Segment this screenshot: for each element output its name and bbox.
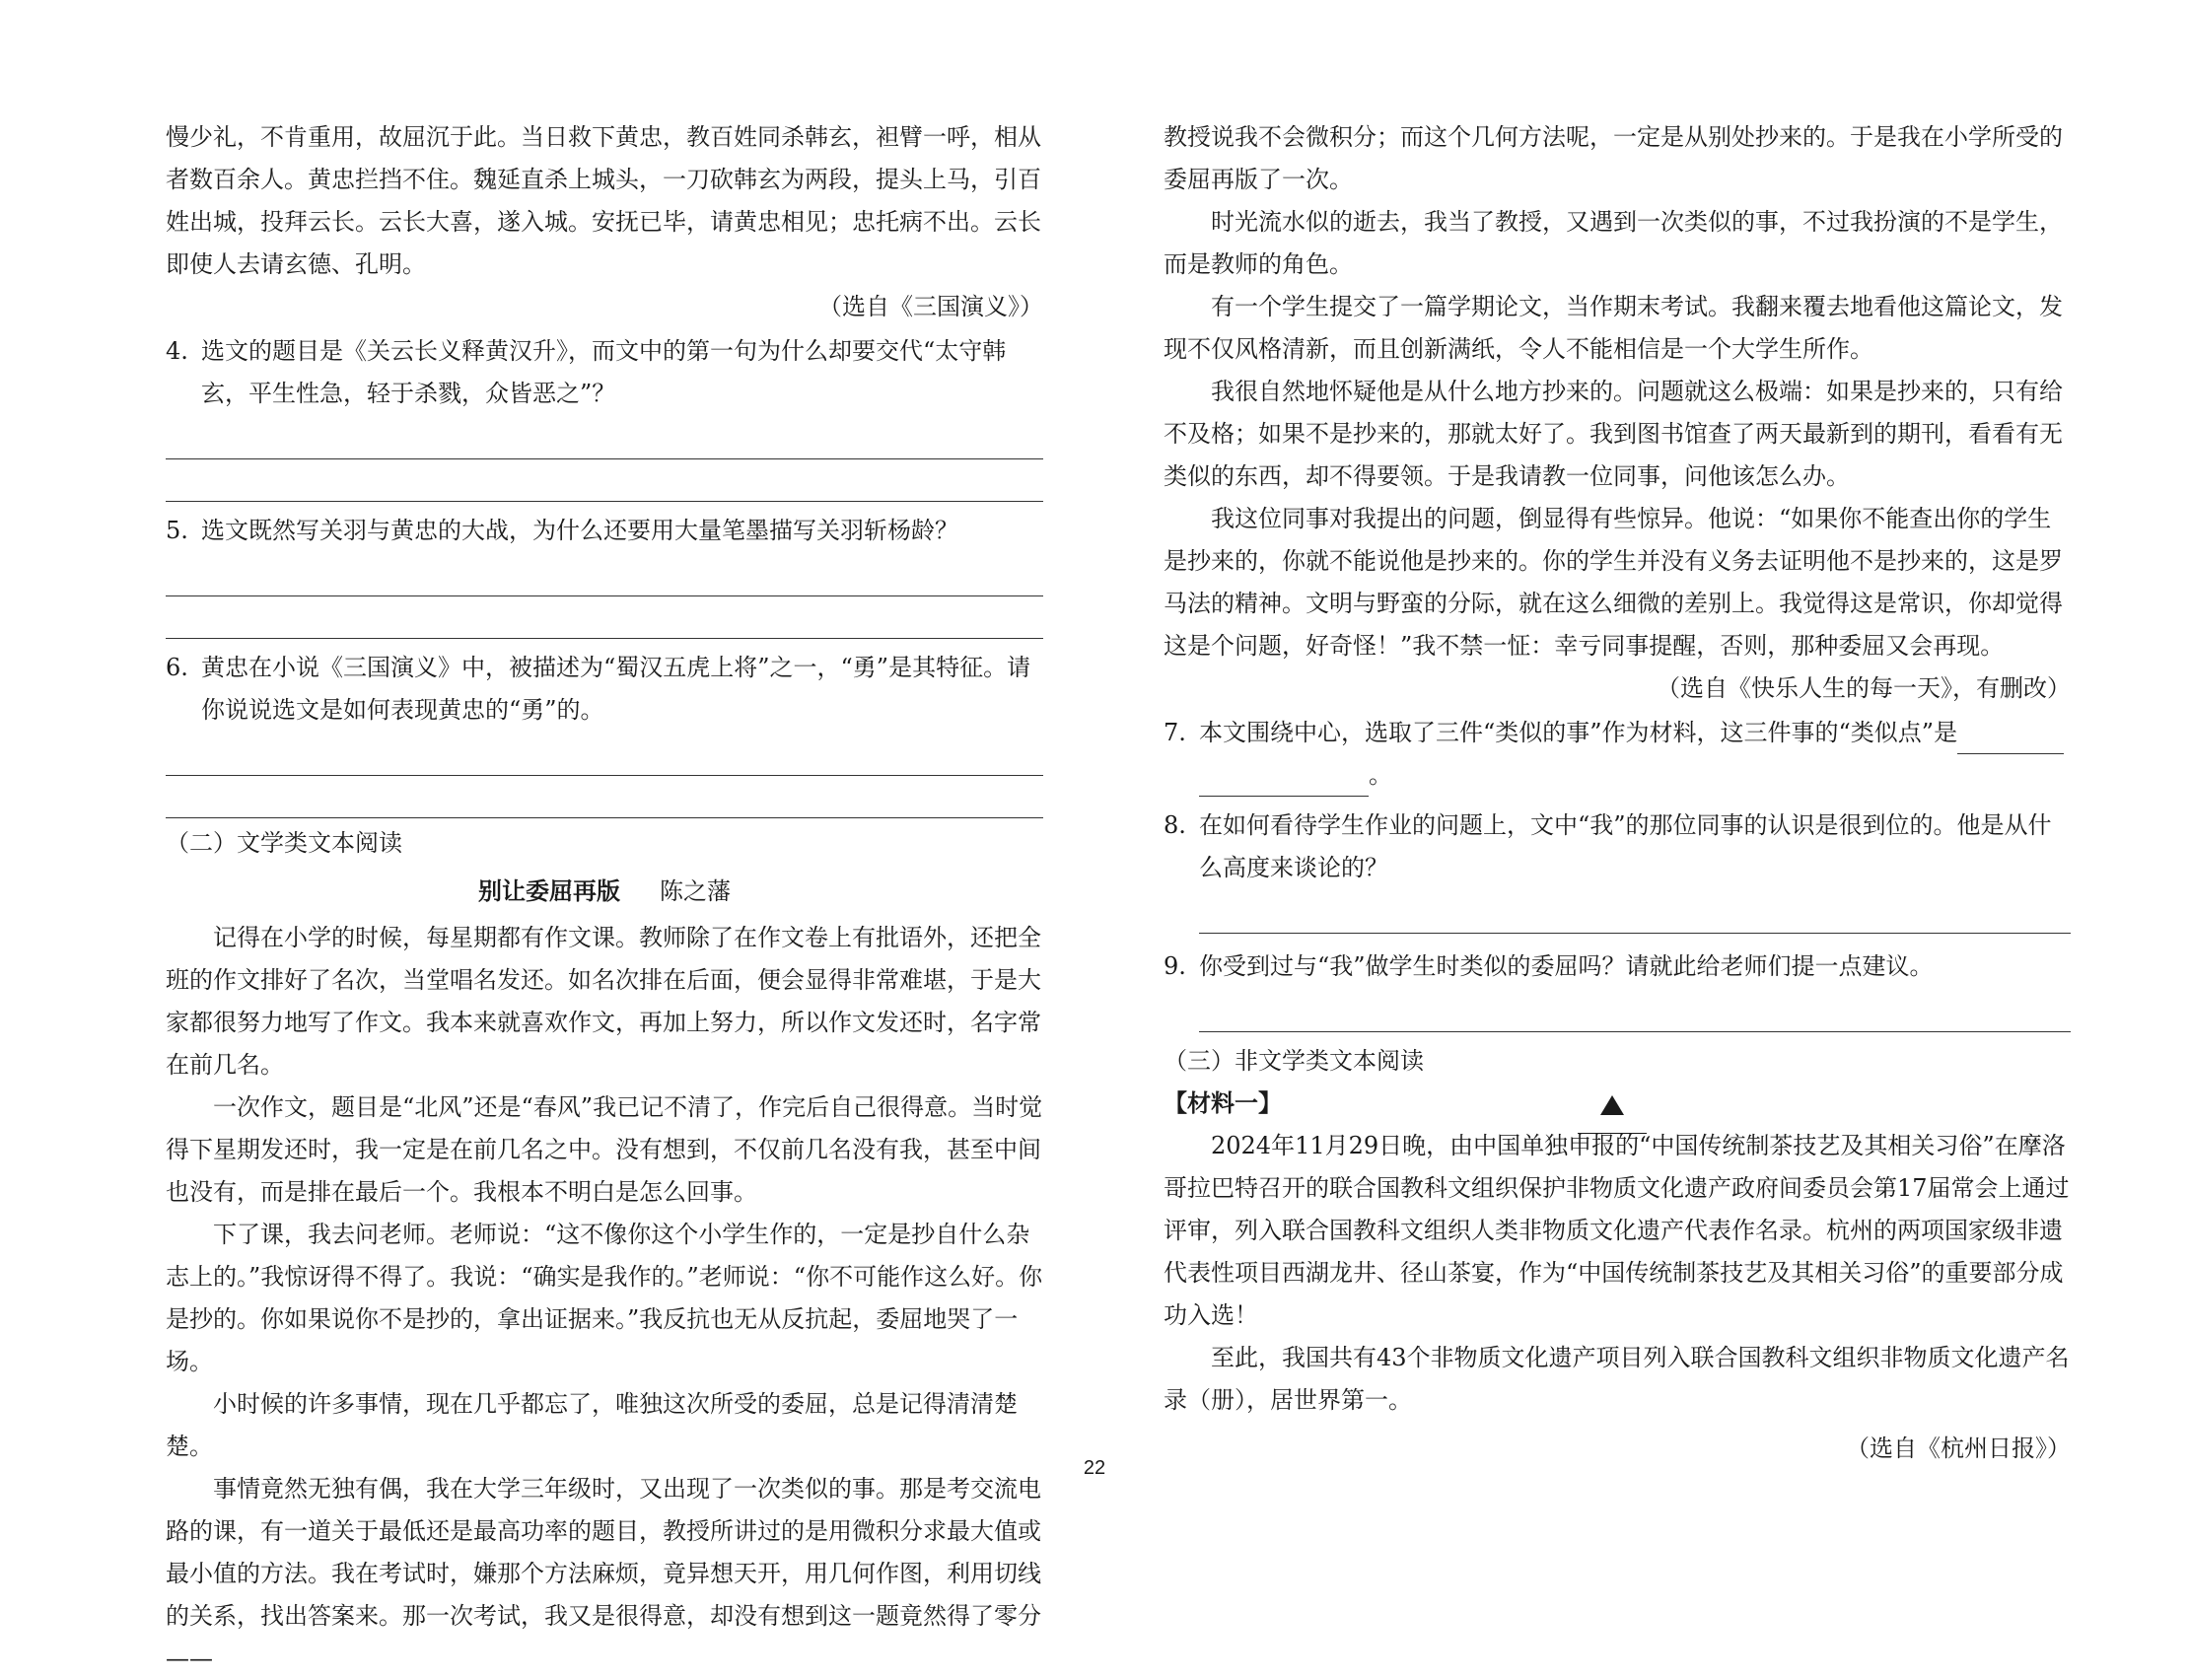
paragraph: 我这位同事对我提出的问题，倒显得有些惊异。他说：“如果你不能查出你的学生是抄来的，你就不能说他是抄来的。你的学生并没有义务去证明他不是抄来的，这是罗马法的精神。文明与野蛮的分际，就在这么细微的差别上。我觉得这是常识，你却觉得这是个问题，好奇怪！”我不禁一怔：幸亏同事提醒，否则，那种委屈又会再现。 [1164, 505, 2063, 660]
answer-line[interactable] [166, 596, 1043, 639]
question-end: 。 [1369, 761, 1392, 789]
section-title-literary: （二）文学类文本阅读 [166, 829, 402, 857]
question-number: 4. [166, 337, 188, 365]
intro-source: （选自《三国演义》） [818, 293, 1043, 320]
paragraph: 小时候的许多事情，现在几乎都忘了，唯独这次所受的委屈，总是记得清清楚楚。 [166, 1390, 1018, 1460]
page-number: 22 [1083, 1457, 1106, 1479]
question-number: 6. [166, 654, 188, 681]
paragraph: 事情竟然无独有偶，我在大学三年级时，又出现了一次类似的事。那是考交流电路的课，有一道关于最低还是最高功率的题目，教授所讲过的是用微积分求最大值或最小值的方法。我在考试时，嫌那个方法麻烦，竟异想天开，用几何作图，利用切线的关系，找出答案来。那一次考试，我又是很得意，却没有想到这一题竟然得了零分—— [166, 1475, 1041, 1672]
question-text: 黄忠在小说《三国演义》中，被描述为“蜀汉五虎上将”之一，“勇”是其特征。请你说说选文是如何表现黄忠的“勇”的。 [201, 654, 1031, 724]
question-text: 本文围绕中心，选取了三件“类似的事”作为材料，这三件事的“类似点”是 [1199, 719, 1958, 746]
question-5 [166, 510, 1043, 552]
triangle-up-icon [1600, 1095, 1624, 1115]
article-title: 别让委屈再版 [478, 877, 620, 905]
question-number: 9. [1164, 952, 1186, 980]
article-title-line [166, 871, 1043, 913]
question-text-wrap [1199, 712, 2071, 797]
left-column [166, 116, 1043, 1680]
question-9 [1164, 945, 2071, 988]
answer-line[interactable] [166, 417, 1043, 459]
paragraph: 我很自然地怀疑他是从什么地方抄来的。问题就这么极端：如果是抄来的，只有给不及格；如果不是抄来的，那就太好了。我到图书馆查了两天最新到的期刊，看看有无类似的东西，却不得要领。于是我请教一位同事，问他该怎么办。 [1164, 378, 2063, 490]
paragraph: 下了课，我去问老师。老师说：“这不像你这个小学生作的，一定是抄自什么杂志上的。”我惊讶得不得了。我说：“确实是我作的。”老师说：“你不可能作这么好。你是抄的。你如果说你不是抄的，拿出证据来。”我反抗也无从反抗起，委屈地哭了一场。 [166, 1221, 1043, 1375]
answer-line[interactable] [166, 554, 1043, 596]
paragraph: 记得在小学的时候，每星期都有作文课。教师除了在作文卷上有批语外，还把全班的作文排好了名次，当堂唱名发还。如名次排在后面，便会显得非常难堪，于是大家都很努力地写了作文。我本来就喜欢作文，再加上努力，所以作文发还时，名字常在前几名。 [166, 924, 1041, 1079]
answer-line[interactable] [166, 776, 1043, 818]
question-7 [1164, 712, 2071, 797]
material-paragraph: 至此，我国共有43个非物质文化遗产项目列入联合国教科文组织非物质文化遗产名录（册），居世界第一。 [1164, 1344, 2070, 1414]
paragraph: 教授说我不会微积分；而这个几何方法呢，一定是从别处抄来的。于是我在小学所受的委屈再版了一次。 [1164, 123, 2063, 193]
question-text: 你受到过与“我”做学生时类似的委屈吗？请就此给老师们提一点建议。 [1199, 952, 1934, 980]
question-8 [1164, 805, 2071, 889]
material-header [1164, 1083, 2071, 1125]
section-title-nonliterary: （三）非文学类文本阅读 [1164, 1047, 1424, 1075]
triangle-underline [1578, 1133, 1647, 1134]
question-text: 在如何看待学生作业的问题上，文中“我”的那位同事的认识是很到位的。他是从什么高度来谈论的？ [1199, 811, 2052, 881]
material-paragraph: 2024年11月29日晚，由中国单独申报的“中国传统制茶技艺及其相关习俗”在摩洛哥拉巴特召开的联合国教科文组织保护非物质文化遗产政府间委员会第17届常会上通过评审，列入联合国教科文组织人类非物质文化遗产代表作名录。杭州的两项国家级非遗代表性项目西湖龙井、径山茶宴，作为“中国传统制茶技艺及其相关习俗”的重要部分成功入选！ [1164, 1132, 2070, 1329]
question-6 [166, 647, 1043, 732]
fill-blank[interactable] [1957, 724, 2064, 754]
question-4 [166, 330, 1043, 415]
question-text: 选文的题目是《关云长义释黄汉升》，而文中的第一句为什么却要交代“太守韩玄，平生性急，轻于杀戮，众皆恶之”？ [201, 337, 1007, 407]
intro-paragraph: 慢少礼，不肯重用，故屈沉于此。当日救下黄忠，教百姓同杀韩玄，袒臂一呼，相从者数百余人。黄忠拦挡不住。魏延直杀上城头，一刀砍韩玄为两段，提头上马，引百姓出城，投拜云长。云长大喜，遂入城。安抚已毕，请黄忠相见；忠托病不出。云长即使人去请玄德、孔明。 [166, 123, 1041, 278]
question-number: 7. [1164, 719, 1186, 746]
question-number: 8. [1164, 811, 1186, 839]
answer-line[interactable] [166, 459, 1043, 502]
material-source: （选自《杭州日报》） [1846, 1435, 2071, 1462]
answer-line[interactable] [1199, 891, 2071, 934]
question-text: 选文既然写关羽与黄忠的大战，为什么还要用大量笔墨描写关羽斩杨龄？ [201, 517, 958, 544]
paragraph: 有一个学生提交了一篇学期论文，当作期末考试。我翻来覆去地看他这篇论文，发现不仅风格清新，而且创新满纸，令人不能相信是一个大学生所作。 [1164, 293, 2063, 363]
triangle-marker [1578, 1086, 1647, 1134]
fill-blank[interactable] [1199, 766, 1369, 797]
answer-line[interactable] [1199, 990, 2071, 1032]
material-label: 【材料一】 [1164, 1089, 1282, 1117]
paragraph: 时光流水似的逝去，我当了教授，又遇到一次类似的事，不过我扮演的不是学生，而是教师的角色。 [1164, 208, 2063, 278]
question-number: 5. [166, 517, 188, 544]
article-source: （选自《快乐人生的每一天》，有删改） [1657, 674, 2071, 702]
article-author: 陈之藩 [660, 877, 731, 905]
answer-line[interactable] [166, 734, 1043, 776]
right-column [1164, 116, 2071, 1470]
paragraph: 一次作文，题目是“北风”还是“春风”我已记不清了，作完后自己很得意。当时觉得下星期发还时，我一定是在前几名之中。没有想到，不仅前几名没有我，甚至中间也没有，而是排在最后一个。我根本不明白是怎么回事。 [166, 1093, 1043, 1206]
